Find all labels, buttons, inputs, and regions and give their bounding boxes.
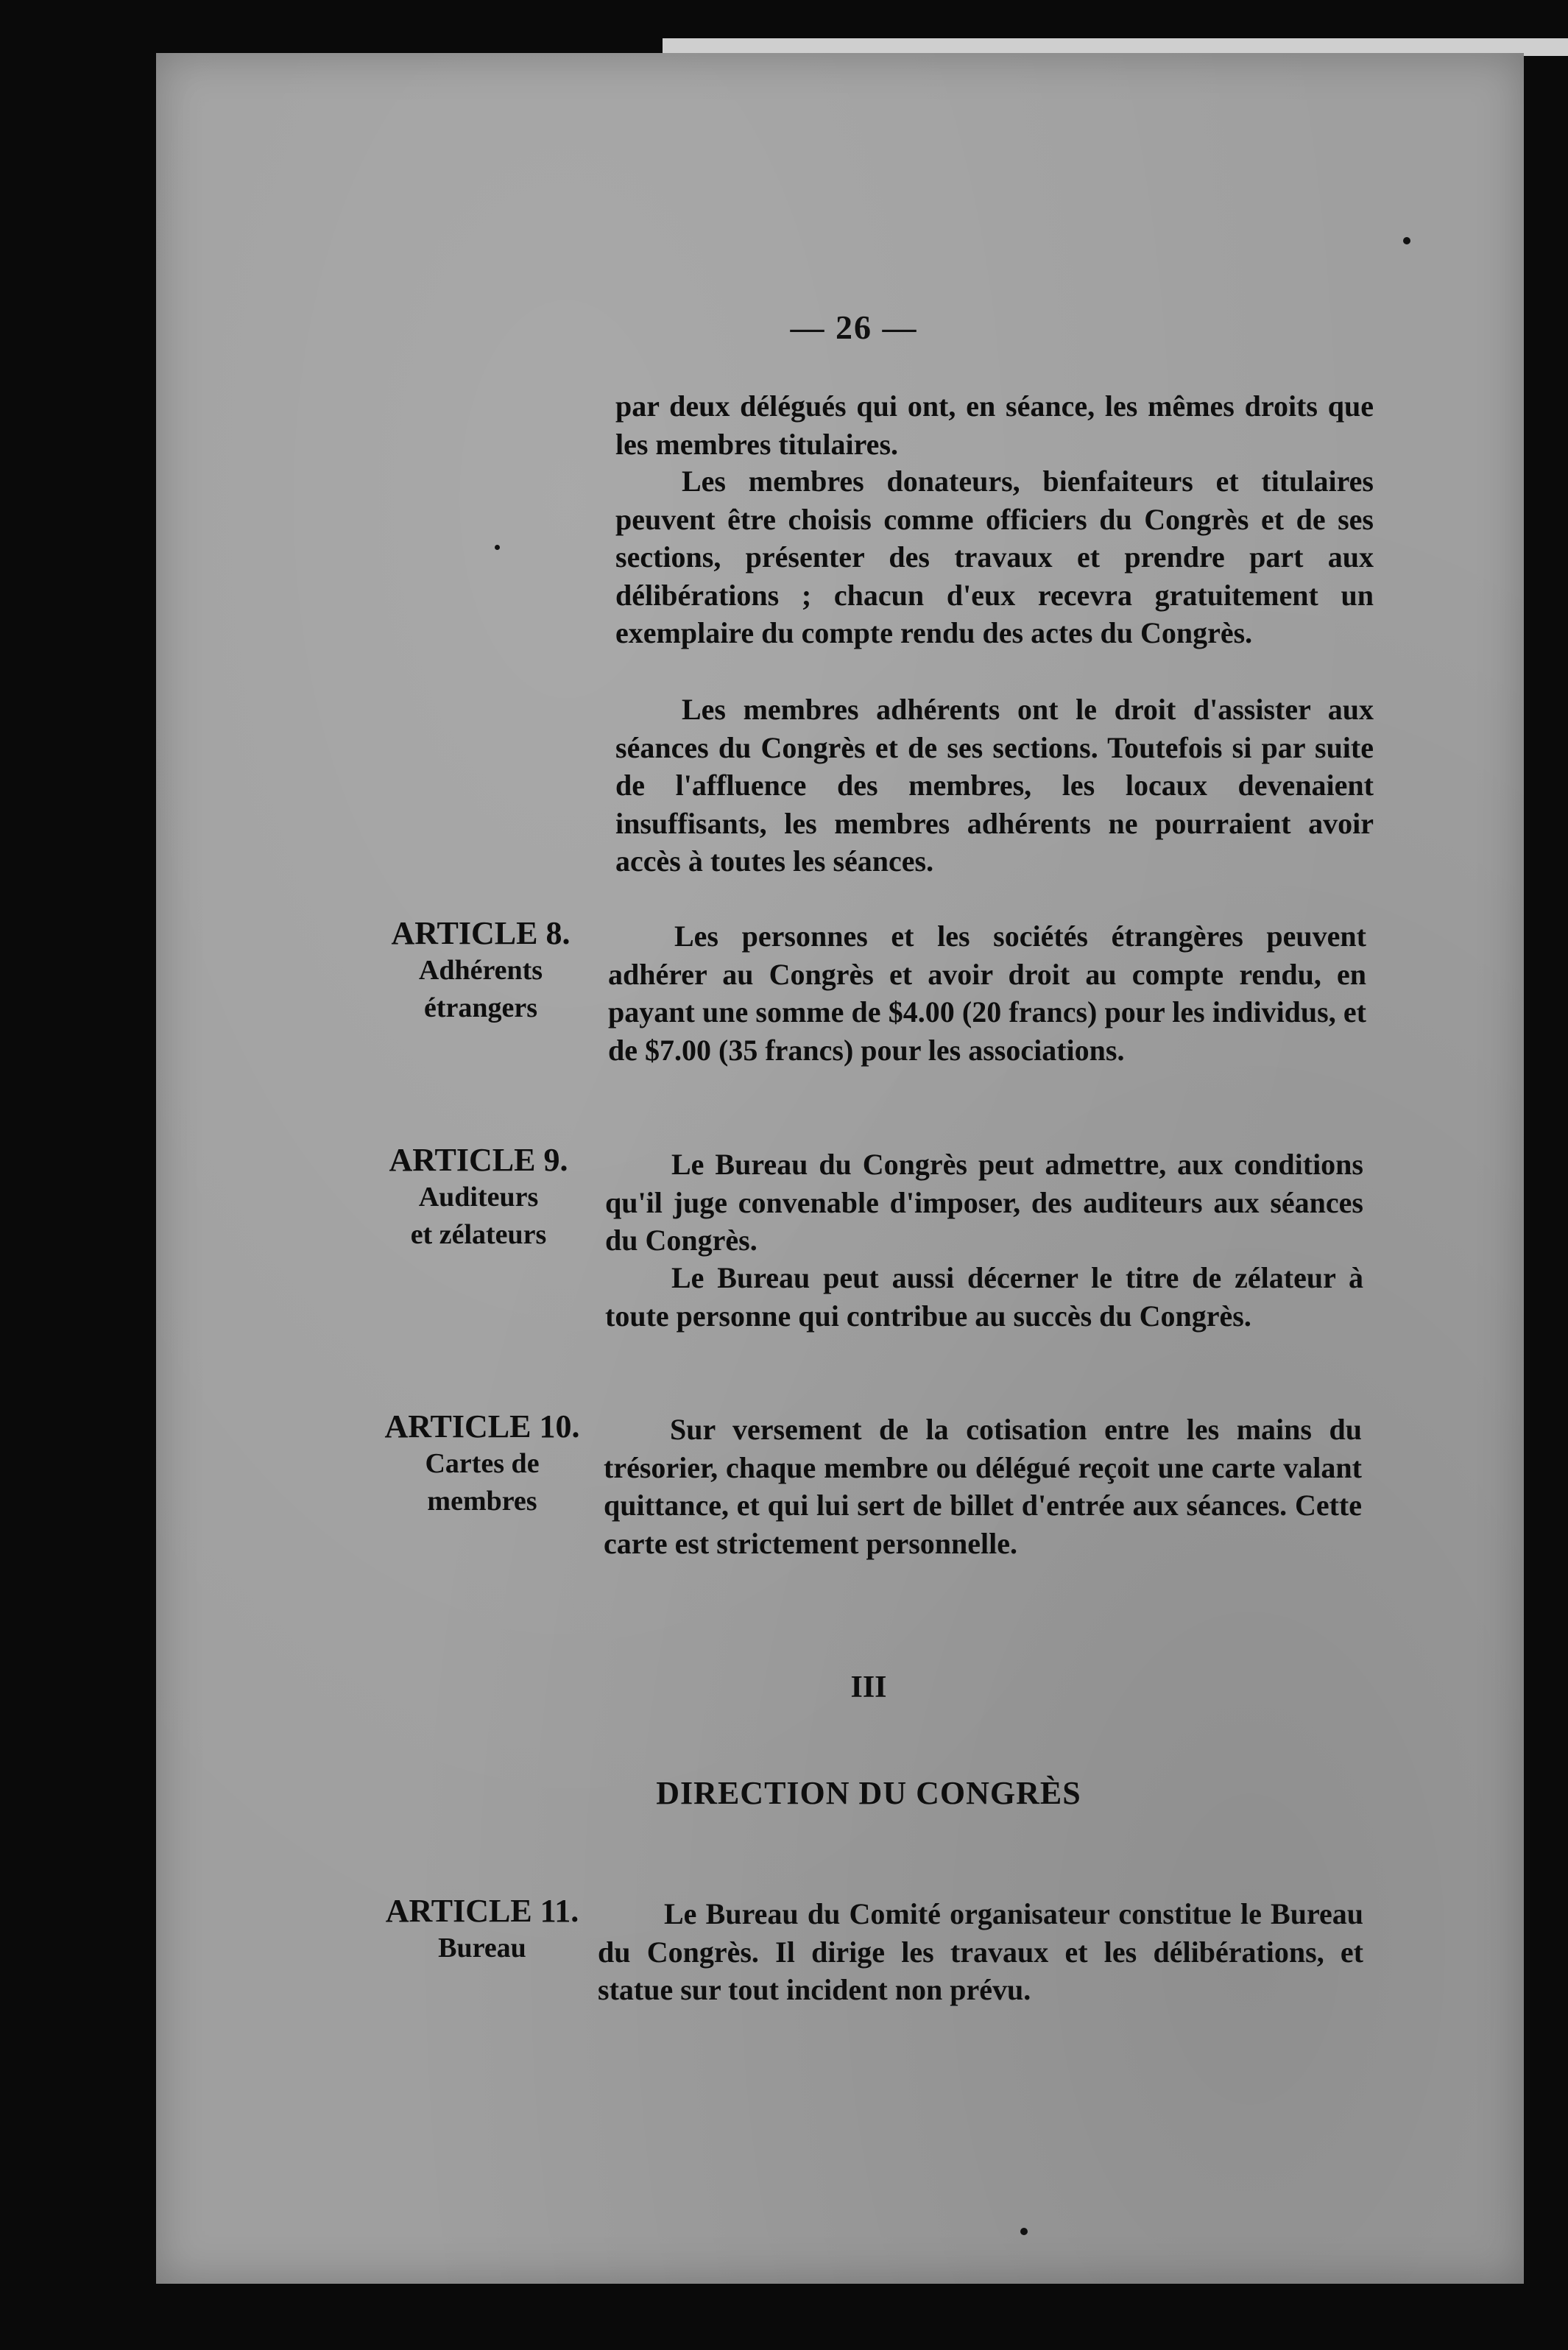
article-number: ARTICLE 8. [391, 915, 571, 951]
scan-speck [1020, 2228, 1028, 2235]
article-8-label [374, 914, 587, 1027]
article-topic: Cartes de [425, 1448, 540, 1479]
article-number: ARTICLE 9. [389, 1142, 568, 1178]
article-number: ARTICLE 11. [385, 1893, 579, 1929]
article-topic: étrangers [423, 992, 538, 1023]
article-9-text-1: Le Bureau du Congrès peut admettre, aux conditions qu'il juge convenable d'imposer, des auditeurs aux séances du Congrès. [605, 1148, 1363, 1257]
article-11-text: Le Bureau du Comité organisateur constitue le Bureau du Congrès. Il dirige les travaux et les délibérations, et statue sur tout incident non prévu. [598, 1897, 1363, 2006]
article-topic: Adhérents [418, 955, 543, 986]
scan-speck [1403, 237, 1410, 244]
article-10-label [368, 1408, 596, 1520]
paragraph-members-adherents: Les membres adhérents ont le droit d'assister aux séances du Congrès et de ses sections. Toutefois si par suite de l'affluence des membres, les locaux devenaient insuffisants, les membres adhérents ne pourraient avoir accès à toutes les séances. [615, 693, 1374, 878]
article-9-label [368, 1141, 589, 1254]
article-9-text-2: Le Bureau peut aussi décerner le titre de zélateur à toute personne qui contribue au succès du Congrès. [605, 1261, 1363, 1333]
section-title: DIRECTION DU CONGRÈS [656, 1775, 1081, 1811]
paragraph-members-officers: Les membres donateurs, bienfaiteurs et titulaires peuvent être choisis comme officiers du Congrès et de ses sections, présenter des travaux et prendre part aux délibérations ; chacun d'eux recevra gratuitement un exemplaire du compte rendu des actes du Congrès. [615, 465, 1374, 649]
scan-speck [495, 545, 500, 550]
article-topic: membres [427, 1486, 537, 1517]
page-number: — 26 — [790, 308, 918, 346]
section-number: III [850, 1670, 887, 1704]
article-8-text: Les personnes et les sociétés étrangères peuvent adhérer au Congrès et avoir droit au compte rendu, en payant une somme de $4.00 (20 francs) pour les individus, et de $7.00 (35 francs) pour les associations. [608, 920, 1366, 1067]
article-topic: Auditeurs [418, 1182, 539, 1213]
paragraph-continuation: par deux délégués qui ont, en séance, les mêmes droits que les membres titulaires. [615, 389, 1374, 461]
article-number: ARTICLE 10. [384, 1408, 580, 1444]
article-topic: Bureau [438, 1933, 526, 1963]
article-topic: et zélateurs [410, 1219, 547, 1250]
article-10-text: Sur versement de la cotisation entre les mains du trésorier, chaque membre ou délégué reçoit une carte valant quittance, et qui lui sert de billet d'entrée aux séances. Cette carte est strictement personnelle. [604, 1413, 1362, 1560]
article-11-label [368, 1892, 596, 1967]
